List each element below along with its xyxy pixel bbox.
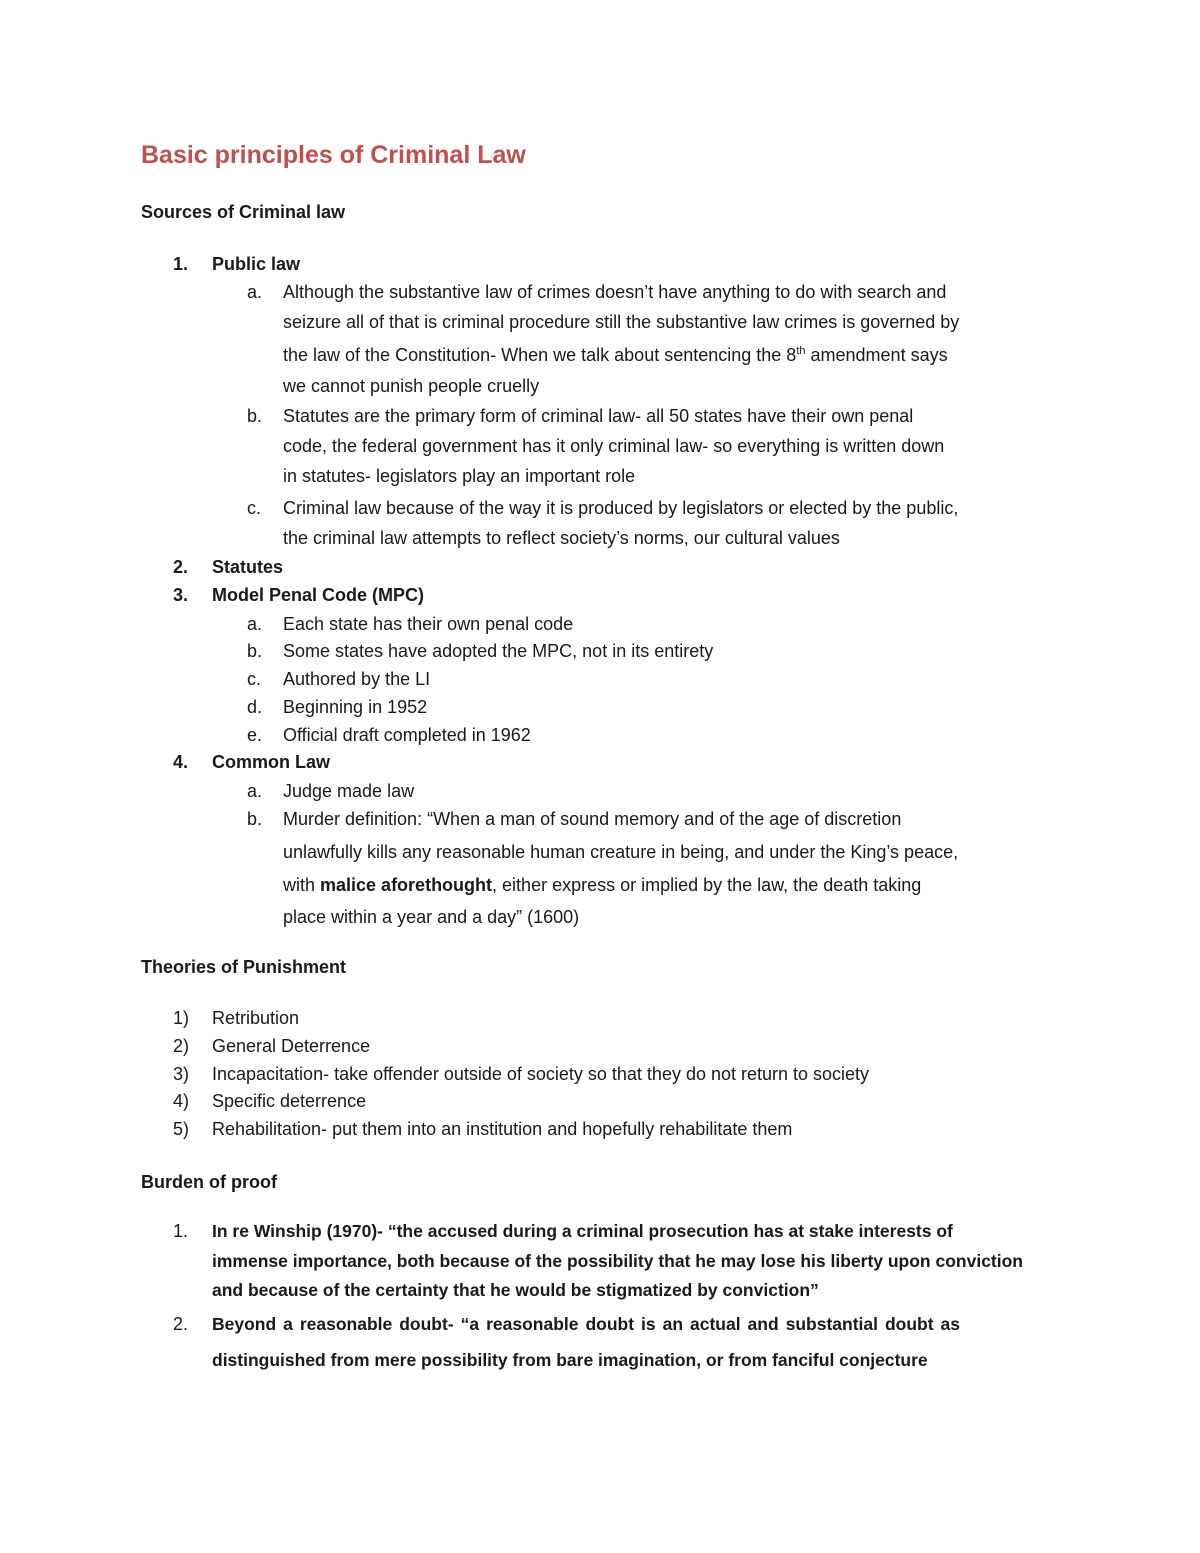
bold-term: malice aforethought (320, 875, 493, 895)
list-number: 2. (173, 557, 189, 577)
list-item-text: Incapacitation- take offender outside of society so that they do not return to society (212, 1064, 870, 1084)
text-fragment: with (283, 875, 321, 895)
text-line: Some states have adopted the MPC, not in its entirety (283, 641, 714, 661)
sub-letter: b. (247, 641, 263, 661)
text-line: and because of the certainty that he would be stigmatized by conviction” (212, 1280, 819, 1300)
section-heading-sources: Sources of Criminal law (141, 202, 346, 222)
list-number: 3. (173, 585, 189, 605)
list-item-label: Common Law (212, 752, 331, 772)
text-fragment: the law of the Constitution- When we talk about sentencing the 8 (283, 345, 797, 365)
section-heading-punishment: Theories of Punishment (141, 957, 347, 977)
text-line: code, the federal government has it only criminal law- so everything is written down (283, 436, 945, 456)
section-heading-burden: Burden of proof (141, 1172, 277, 1192)
text-fragment: amendment says (810, 345, 948, 365)
sub-letter: c. (247, 498, 262, 518)
document-title: Basic principles of Criminal Law (141, 141, 526, 169)
list-number: 2. (173, 1314, 189, 1334)
text-line: Beyond a reasonable doubt- “a reasonable doubt is an actual and substantial doubt as (212, 1314, 960, 1334)
list-number: 1. (173, 1221, 189, 1241)
list-item-text: General Deterrence (212, 1036, 371, 1056)
list-item-label: Public law (212, 254, 301, 274)
list-item-text: Retribution (212, 1008, 300, 1028)
sub-letter: b. (247, 406, 263, 426)
sub-letter: a. (247, 781, 263, 801)
text-line: immense importance, both because of the possibility that he may lose his liberty upon conviction (212, 1251, 1023, 1271)
list-number: 4) (173, 1091, 190, 1111)
list-number: 5) (173, 1119, 190, 1139)
list-number: 4. (173, 752, 189, 772)
text-line: the criminal law attempts to reflect society’s norms, our cultural values (283, 528, 840, 548)
list-number: 3) (173, 1064, 190, 1084)
list-number: 1. (173, 254, 189, 274)
list-number: 2) (173, 1036, 190, 1056)
text-line: Judge made law (283, 781, 415, 801)
text-line: Statutes are the primary form of criminal law- all 50 states have their own penal (283, 406, 914, 426)
text-line (283, 345, 948, 366)
text-line: Murder definition: “When a man of sound memory and of the age of discretion (283, 809, 902, 829)
text-line: In re Winship (1970)- “the accused during a criminal prosecution has at stake interests of (212, 1221, 953, 1241)
list-number: 1) (173, 1008, 190, 1028)
text-line: Beginning in 1952 (283, 697, 428, 717)
text-line: Official draft completed in 1962 (283, 725, 531, 745)
sub-letter: c. (247, 669, 262, 689)
sub-letter: a. (247, 614, 263, 634)
text-fragment: , either express or implied by the law, the death taking (492, 875, 922, 895)
text-line: place within a year and a day” (1600) (283, 907, 580, 927)
superscript: th (796, 345, 806, 357)
text-line: Each state has their own penal code (283, 614, 574, 634)
list-item-text: Specific deterrence (212, 1091, 367, 1111)
text-line: unlawfully kills any reasonable human creature in being, and under the King’s peace, (283, 842, 959, 862)
text-line: distinguished from mere possibility from bare imagination, or from fanciful conjecture (212, 1350, 928, 1370)
text-line: Criminal law because of the way it is produced by legislators or elected by the public, (283, 498, 959, 518)
sub-letter: d. (247, 697, 263, 717)
text-line (283, 875, 921, 896)
list-item-text: Rehabilitation- put them into an institution and hopefully rehabilitate them (212, 1119, 793, 1139)
sub-letter: a. (247, 282, 263, 302)
text-line: Although the substantive law of crimes doesn’t have anything to do with search and (283, 282, 947, 302)
text-line: seizure all of that is criminal procedure still the substantive law crimes is governed by (283, 312, 960, 332)
text-line: Authored by the LI (283, 669, 431, 689)
list-item-label: Statutes (212, 557, 284, 577)
text-line: we cannot punish people cruelly (283, 376, 540, 396)
text-line: in statutes- legislators play an important role (283, 466, 636, 486)
list-item-label: Model Penal Code (MPC) (212, 585, 425, 605)
sub-letter: e. (247, 725, 263, 745)
sub-letter: b. (247, 809, 263, 829)
